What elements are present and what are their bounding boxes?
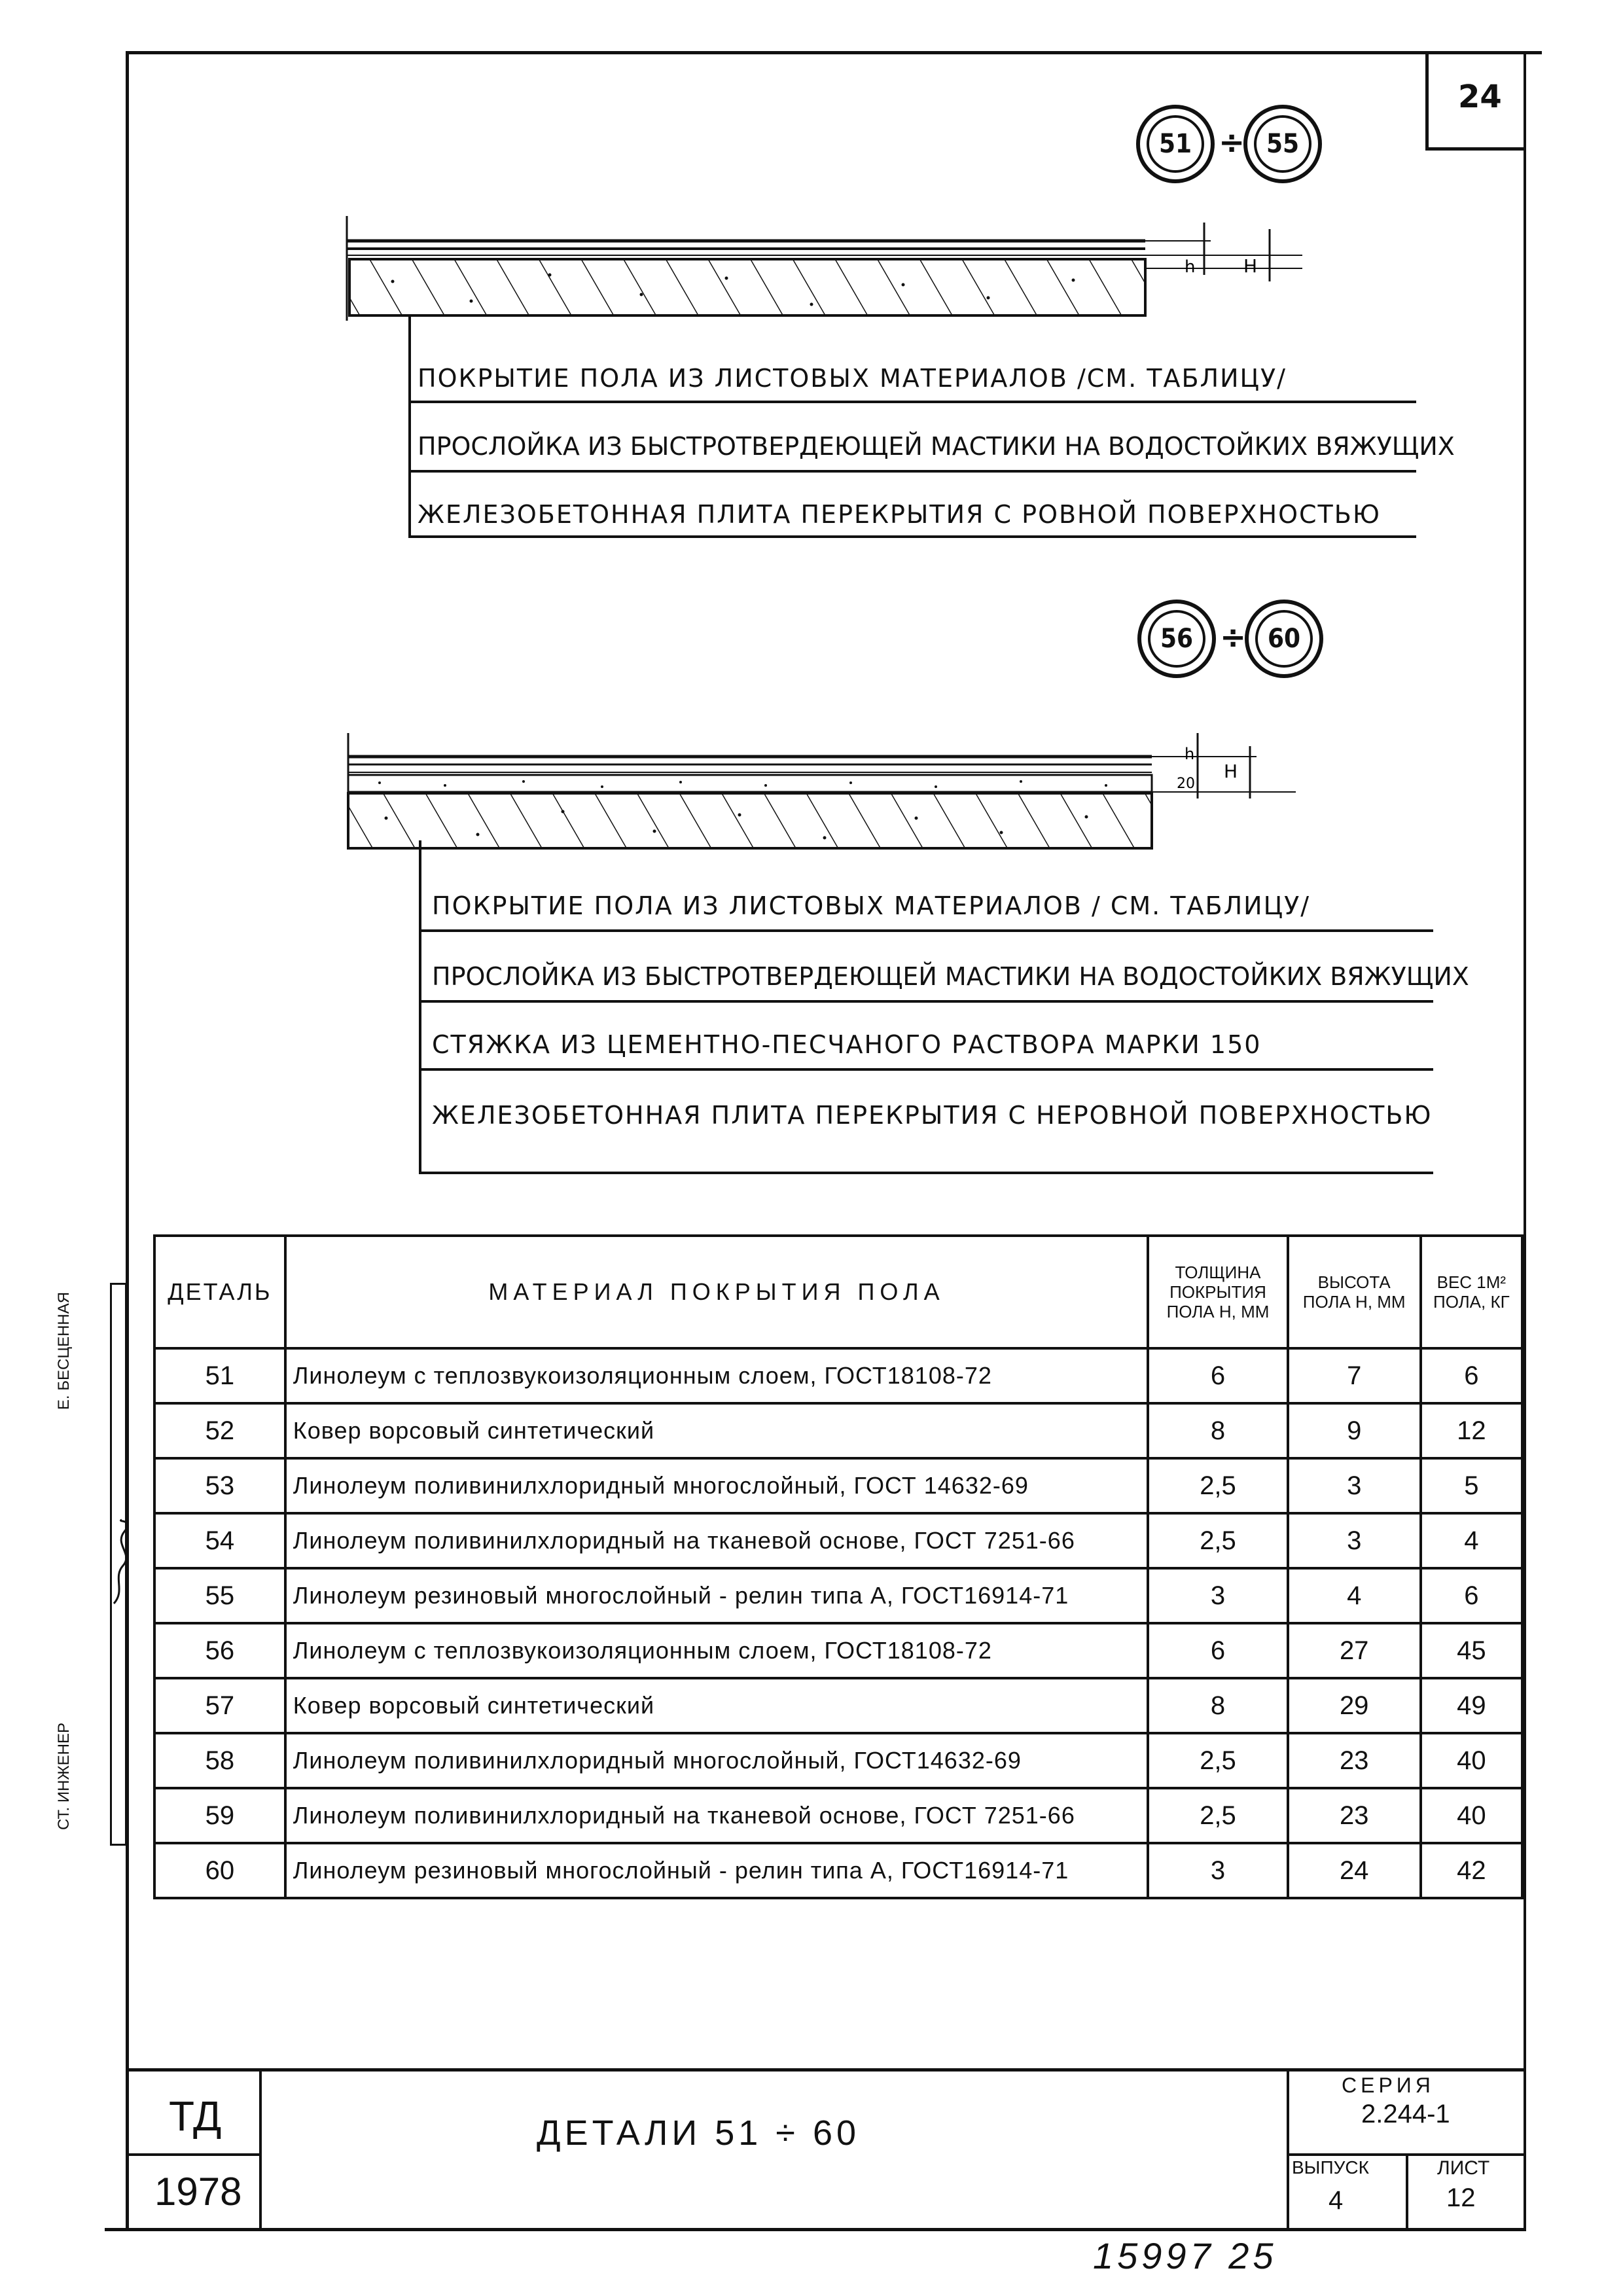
cell-height: 9	[1288, 1403, 1421, 1458]
table-row	[154, 1458, 1522, 1513]
title-block-divider	[1287, 2153, 1524, 2156]
cell-thickness: 3	[1148, 1843, 1287, 1898]
floor-section-drawing-2	[340, 720, 1322, 864]
cell-detail: 58	[154, 1733, 285, 1788]
header-material: МАТЕРИАЛ ПОКРЫТИЯ ПОЛА	[285, 1236, 1149, 1348]
table-row	[154, 1403, 1522, 1458]
cell-material: Ковер ворсовый синтетический	[285, 1678, 1149, 1733]
cell-detail: 51	[154, 1348, 285, 1403]
range-separator-2: ÷	[1220, 619, 1247, 656]
detail-marker-from-2: 56	[1137, 600, 1216, 678]
cell-material: Линолеум поливинилхлоридный многослойный, ГОСТ 14632-69	[285, 1458, 1149, 1513]
detail-marker-to-1: 55	[1243, 105, 1322, 183]
cell-thickness: 2,5	[1148, 1513, 1287, 1568]
dim-h-label-2: h	[1185, 745, 1195, 763]
layer-label: СТЯЖКА ИЗ ЦЕМЕНТНО-ПЕСЧАНОГО РАСТВОРА МАРКИ 150	[432, 1030, 1262, 1059]
cell-thickness: 6	[1148, 1348, 1287, 1403]
header-height: ВЫСОТА ПОЛА Н, ММ	[1288, 1236, 1421, 1348]
cell-height: 29	[1288, 1678, 1421, 1733]
materials-table	[153, 1234, 1524, 1899]
table-row	[154, 1788, 1522, 1843]
year: 1978	[154, 2170, 242, 2214]
layer-label: ПОКРЫТИЕ ПОЛА ИЗ ЛИСТОВЫХ МАТЕРИАЛОВ / СМ. ТАБЛИЦУ/	[432, 891, 1311, 920]
cell-weight: 6	[1421, 1348, 1522, 1403]
cell-height: 4	[1288, 1568, 1421, 1623]
cell-material: Линолеум резиновый многослойный - релин типа А, ГОСТ16914-71	[285, 1843, 1149, 1898]
issue-value: 4	[1329, 2186, 1344, 2215]
layer-underline	[408, 401, 1416, 403]
cell-material: Линолеум с теплозвукоизоляционным слоем, ГОСТ18108-72	[285, 1348, 1149, 1403]
org-code: ТД	[169, 2092, 222, 2140]
side-stamp-role: СТ. ИНЖЕНЕР	[55, 1723, 73, 1830]
cell-thickness: 8	[1148, 1678, 1287, 1733]
layer-label: ЖЕЛЕЗОБЕТОННАЯ ПЛИТА ПЕРЕКРЫТИЯ С РОВНОЙ ПОВЕРХНОСТЬЮ	[418, 500, 1381, 529]
side-stamp-name: Е. БЕСЦЕННАЯ	[55, 1291, 73, 1410]
cell-material: Линолеум с теплозвукоизоляционным слоем, ГОСТ18108-72	[285, 1623, 1149, 1678]
table-header-row	[154, 1236, 1522, 1348]
frame-left-border	[126, 51, 129, 2231]
frame-right-border	[1524, 51, 1526, 2231]
sheet-value: 12	[1446, 2183, 1476, 2212]
cell-thickness: 8	[1148, 1403, 1287, 1458]
sheet-label: ЛИСТ	[1437, 2157, 1490, 2179]
cell-detail: 60	[154, 1843, 285, 1898]
cell-thickness: 2,5	[1148, 1458, 1287, 1513]
cell-material: Линолеум поливинилхлоридный на тканевой основе, ГОСТ 7251-66	[285, 1513, 1149, 1568]
title-block-divider	[1287, 2068, 1289, 2231]
cell-height: 3	[1288, 1458, 1421, 1513]
cell-height: 24	[1288, 1843, 1421, 1898]
cell-height: 7	[1288, 1348, 1421, 1403]
dim-H-label-1: H	[1243, 255, 1258, 277]
detail-marker-to-2: 60	[1245, 600, 1323, 678]
cell-thickness: 3	[1148, 1568, 1287, 1623]
dim-20-label-2: 20	[1177, 776, 1195, 792]
floor-section-drawing-1	[340, 209, 1322, 340]
layer-label: ЖЕЛЕЗОБЕТОННАЯ ПЛИТА ПЕРЕКРЫТИЯ С НЕРОВНОЙ ПОВЕРХНОСТЬЮ	[432, 1101, 1433, 1130]
cell-thickness: 2,5	[1148, 1788, 1287, 1843]
title-block-divider	[259, 2068, 262, 2231]
cell-weight: 4	[1421, 1513, 1522, 1568]
side-stamp-signature	[110, 1518, 130, 1610]
series-value: 2.244-1	[1361, 2100, 1450, 2128]
table-row	[154, 1513, 1522, 1568]
cell-height: 3	[1288, 1513, 1421, 1568]
leader-line-2	[419, 840, 421, 1174]
cell-detail: 55	[154, 1568, 285, 1623]
layer-underline	[408, 535, 1416, 538]
cell-detail: 53	[154, 1458, 285, 1513]
cell-weight: 40	[1421, 1733, 1522, 1788]
layer-underline	[419, 929, 1433, 932]
leader-line-1	[408, 315, 411, 538]
table-row	[154, 1348, 1522, 1403]
layer-underline	[419, 1172, 1433, 1174]
layer-label: ПРОСЛОЙКА ИЗ БЫСТРОТВЕРДЕЮЩЕЙ МАСТИКИ НА ВОДОСТОЙКИХ ВЯЖУЩИХ	[418, 432, 1455, 461]
series-label: СЕРИЯ	[1342, 2073, 1435, 2097]
detail-marker-from-1: 51	[1136, 105, 1215, 183]
cell-weight: 49	[1421, 1678, 1522, 1733]
table-row	[154, 1568, 1522, 1623]
table-row	[154, 1678, 1522, 1733]
table-row	[154, 1843, 1522, 1898]
dim-H-label-2: H	[1224, 761, 1238, 782]
cell-detail: 56	[154, 1623, 285, 1678]
cell-height: 23	[1288, 1733, 1421, 1788]
layer-underline	[419, 1068, 1433, 1071]
title-block-divider	[126, 2153, 260, 2156]
cell-material: Ковер ворсовый синтетический	[285, 1403, 1149, 1458]
cell-detail: 54	[154, 1513, 285, 1568]
dim-h-label-1: h	[1185, 257, 1196, 277]
cell-weight: 5	[1421, 1458, 1522, 1513]
header-thickness: ТОЛЩИНА ПОКРЫТИЯ ПОЛА H, ММ	[1148, 1236, 1287, 1348]
cell-weight: 12	[1421, 1403, 1522, 1458]
cell-weight: 42	[1421, 1843, 1522, 1898]
cell-detail: 59	[154, 1788, 285, 1843]
cell-height: 27	[1288, 1623, 1421, 1678]
table-row	[154, 1623, 1522, 1678]
issue-label: ВЫПУСК	[1292, 2157, 1369, 2178]
layer-label: ПРОСЛОЙКА ИЗ БЫСТРОТВЕРДЕЮЩЕЙ МАСТИКИ НА ВОДОСТОЙКИХ ВЯЖУЩИХ	[432, 962, 1469, 991]
layer-label: ПОКРЫТИЕ ПОЛА ИЗ ЛИСТОВЫХ МАТЕРИАЛОВ /СМ. ТАБЛИЦУ/	[418, 364, 1287, 393]
table-row	[154, 1733, 1522, 1788]
cell-detail: 52	[154, 1403, 285, 1458]
cell-weight: 40	[1421, 1788, 1522, 1843]
range-separator-1: ÷	[1219, 124, 1245, 161]
layer-underline	[419, 1000, 1433, 1003]
cell-height: 23	[1288, 1788, 1421, 1843]
cell-thickness: 2,5	[1148, 1733, 1287, 1788]
header-detail: ДЕТАЛЬ	[154, 1236, 285, 1348]
frame-top-border	[126, 51, 1542, 54]
layer-underline	[408, 470, 1416, 473]
header-weight: ВЕС 1М² ПОЛА, КГ	[1421, 1236, 1522, 1348]
title-block-divider	[1406, 2153, 1408, 2231]
drawing-title: ДЕТАЛИ 51 ÷ 60	[537, 2113, 861, 2153]
cell-material: Линолеум поливинилхлоридный на тканевой основе, ГОСТ 7251-66	[285, 1788, 1149, 1843]
cell-thickness: 6	[1148, 1623, 1287, 1678]
cell-material: Линолеум поливинилхлоридный многослойный, ГОСТ14632-69	[285, 1733, 1149, 1788]
footer-number: 15997 25	[1093, 2235, 1277, 2276]
cell-detail: 57	[154, 1678, 285, 1733]
sheet-number: 24	[1458, 79, 1502, 115]
cell-material: Линолеум резиновый многослойный - релин типа А, ГОСТ16914-71	[285, 1568, 1149, 1623]
cell-weight: 6	[1421, 1568, 1522, 1623]
cell-weight: 45	[1421, 1623, 1522, 1678]
